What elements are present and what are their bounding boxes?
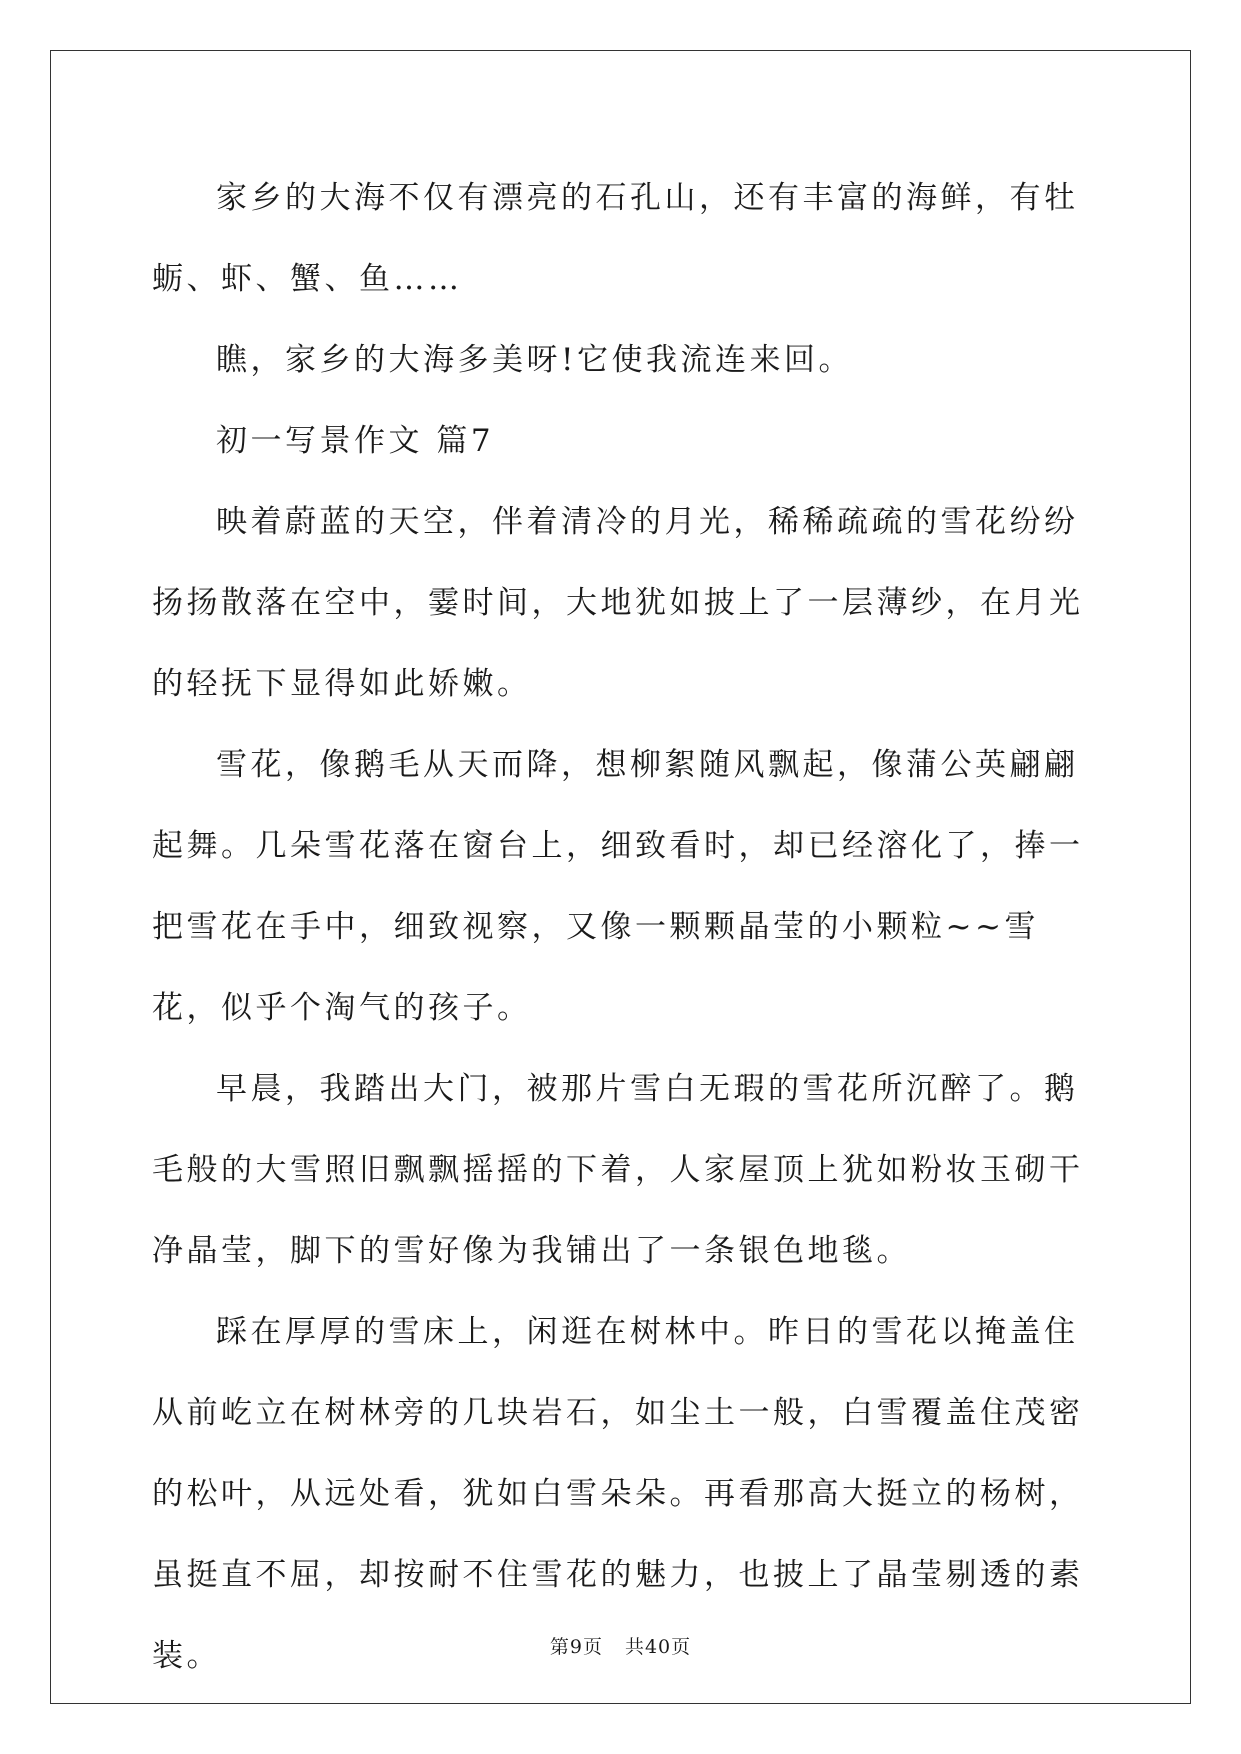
paragraph-forest: 踩在厚厚的雪床上，闲逛在树林中。昨日的雪花以掩盖住从前屹立在树林旁的几块岩石，如尘土一般，白雪覆盖住茂密的松叶，从远处看，犹如白雪朵朵。再看那高大挺立的杨树，虽挺直不屈，却按耐不住雪花的魅力，也披上了晶莹剔透的素装。	[152, 1314, 1084, 1674]
document-body	[152, 158, 1092, 1697]
page-footer	[0, 1632, 1241, 1659]
page-total: 共40页	[624, 1636, 692, 1658]
page-number: 第9页	[549, 1636, 603, 1658]
paragraph-moonlight-snow: 映着蔚蓝的天空，伴着清冷的月光，稀稀疏疏的雪花纷纷扬扬散落在空中，霎时间，大地犹如披上了一层薄纱，在月光的轻抚下显得如此娇嫩。	[152, 504, 1084, 702]
paragraph-seafood: 家乡的大海不仅有漂亮的石孔山，还有丰富的海鲜，有牡蛎、虾、蟹、鱼……	[152, 180, 1079, 297]
section-heading: 初一写景作文 篇7	[216, 423, 495, 459]
paragraph-snowflakes: 雪花，像鹅毛从天而降，想柳絮随风飘起，像蒲公英翩翩起舞。几朵雪花落在窗台上，细致看时，却已经溶化了，捧一把雪花在手中，细致视察，又像一颗颗晶莹的小颗粒~~雪花，似乎个淘气的孩子。	[152, 747, 1084, 1026]
paragraph-morning: 早晨，我踏出大门，被那片雪白无瑕的雪花所沉醉了。鹅毛般的大雪照旧飘飘摇摇的下着，人家屋顶上犹如粉妆玉砌干净晶莹，脚下的雪好像为我铺出了一条银色地毯。	[152, 1071, 1084, 1269]
paragraph-sea-beauty: 瞧，家乡的大海多美呀!它使我流连来回。	[216, 342, 853, 378]
